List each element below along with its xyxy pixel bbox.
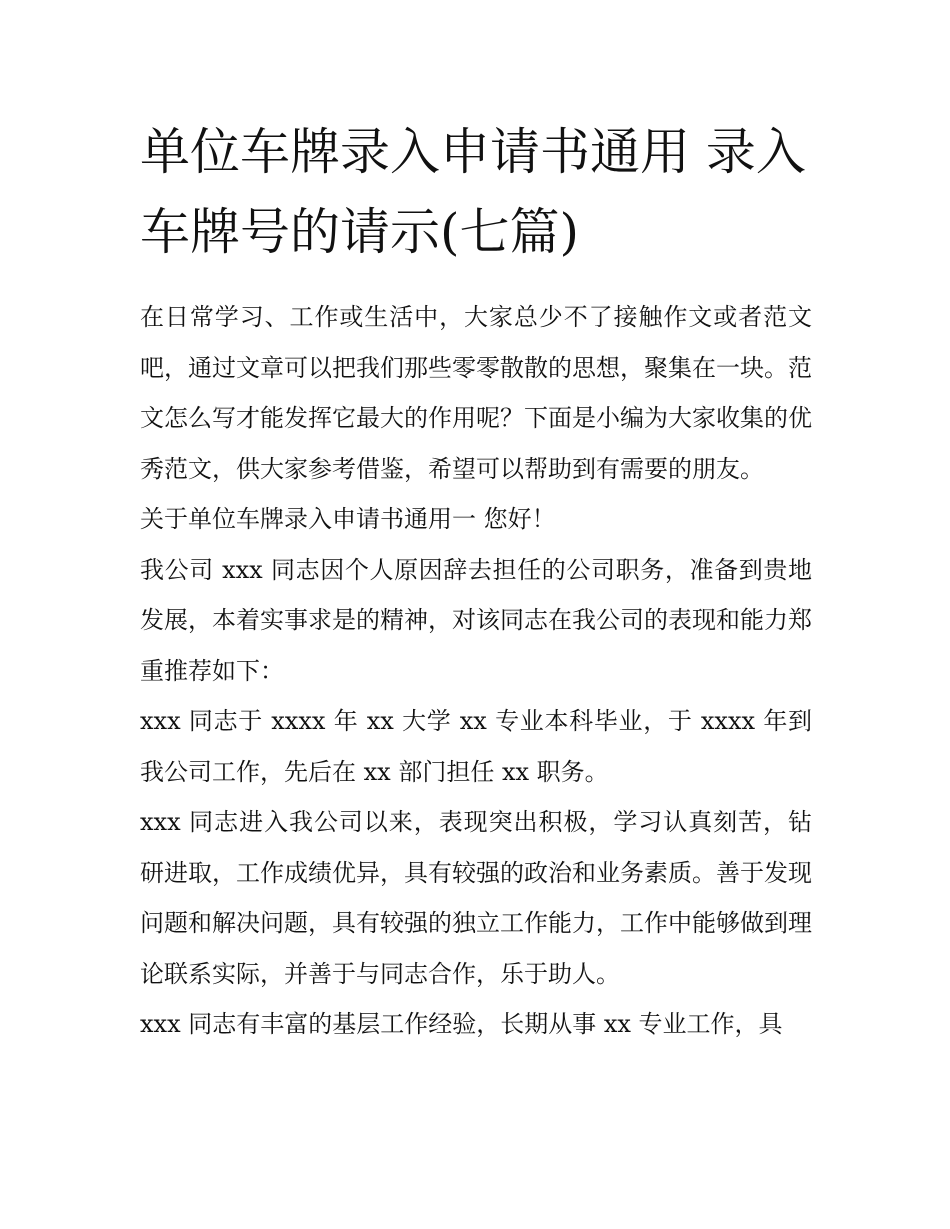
- paragraph-heading-one: 关于单位车牌录入申请书通用一 您好！: [140, 505, 556, 533]
- paragraph-recommendation: 我公司 xxx 同志因个人原因辞去担任的公司职务，准备到贵地发展，本着实事求是的精神，对该同志在我公司的表现和能力郑重推荐如下：: [140, 555, 812, 685]
- paragraph-experience: xxx 同志有丰富的基层工作经验，长期从事 xx 专业工作，具: [140, 1010, 783, 1038]
- document-page: [140, 112, 812, 1050]
- paragraph-intro: 在日常学习、工作或生活中，大家总少不了接触作文或者范文吧，通过文章可以把我们那些零零散散的思想，聚集在一块。范文怎么写才能发挥它最大的作用呢？下面是小编为大家收集的优秀范文，供大家参考借鉴，希望可以帮助到有需要的朋友。: [140, 303, 812, 483]
- paragraph-education: xxx 同志于 xxxx 年 xx 大学 xx 专业本科毕业，于 xxxx 年到我公司工作，先后在 xx 部门担任 xx 职务。: [140, 707, 812, 786]
- document-title: 单位车牌录入申请书通用 录入车牌号的请示(七篇): [140, 123, 806, 261]
- paragraph-performance: xxx 同志进入我公司以来，表现突出积极，学习认真刻苦，钻研进取，工作成绩优异，具有较强的政治和业务素质。善于发现问题和解决问题，具有较强的独立工作能力，工作中能够做到理论联系实际，并善于与同志合作，乐于助人。: [140, 808, 812, 988]
